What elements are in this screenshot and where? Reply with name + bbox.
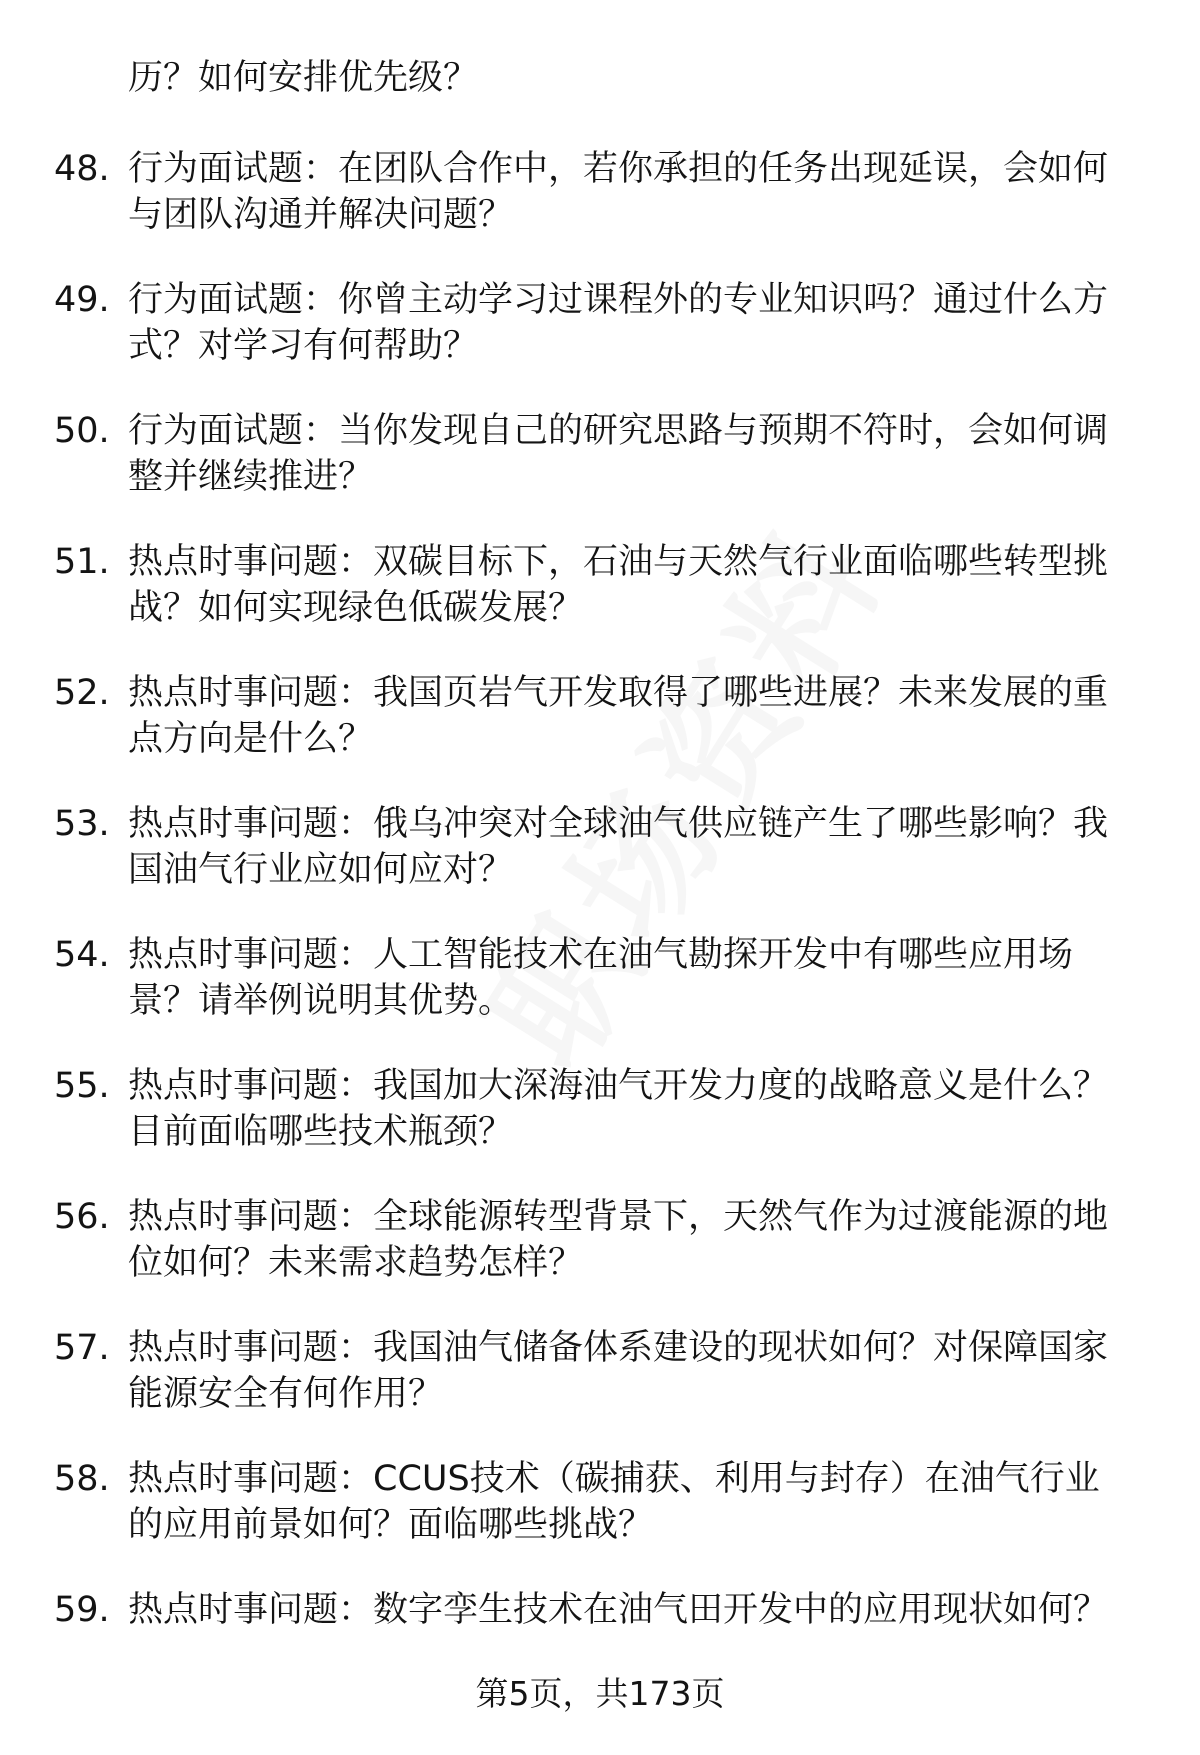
page-footer: 第5页，共173页	[475, 1674, 725, 1713]
question-53-number: 53.	[54, 804, 110, 844]
question-54-line-2: 景？请举例说明其优势。	[128, 981, 514, 1021]
question-55-line-1: 热点时事问题：我国加大深海油气开发力度的战略意义是什么？	[128, 1066, 1109, 1106]
question-59-number: 59.	[54, 1590, 110, 1630]
question-47-line-2: 历？如何安排优先级？	[128, 58, 479, 98]
question-50-number: 50.	[54, 411, 110, 451]
question-48-line-2: 与团队沟通并解决问题？	[128, 195, 514, 235]
question-48-number: 48.	[54, 149, 110, 189]
question-53-line-2: 国油气行业应如何应对？	[128, 850, 514, 890]
question-50-line-2: 整并继续推进？	[128, 457, 374, 497]
question-48-line-1: 行为面试题：在团队合作中，若你承担的任务出现延误，会如何	[128, 149, 1109, 189]
question-51-line-1: 热点时事问题：双碳目标下，石油与天然气行业面临哪些转型挑	[128, 542, 1109, 582]
question-52-line-1: 热点时事问题：我国页岩气开发取得了哪些进展？未来发展的重	[128, 673, 1109, 713]
question-56-line-2: 位如何？未来需求趋势怎样？	[128, 1243, 584, 1283]
question-50-line-1: 行为面试题：当你发现自己的研究思路与预期不符时，会如何调	[128, 411, 1109, 451]
question-53-line-1: 热点时事问题：俄乌冲突对全球油气供应链产生了哪些影响？我	[128, 804, 1109, 844]
question-58-line-1: 热点时事问题：CCUS技术（碳捕获、利用与封存）在油气行业	[128, 1459, 1100, 1499]
question-55-number: 55.	[54, 1066, 110, 1106]
watermark	[385, 407, 934, 1153]
question-49-number: 49.	[54, 280, 110, 320]
question-49-line-1: 行为面试题：你曾主动学习过课程外的专业知识吗？通过什么方	[128, 280, 1109, 320]
question-54-number: 54.	[54, 935, 110, 975]
question-51-line-2: 战？如何实现绿色低碳发展？	[128, 588, 584, 628]
question-59-line-1: 热点时事问题：数字孪生技术在油气田开发中的应用现状如何？	[128, 1590, 1109, 1630]
question-52-number: 52.	[54, 673, 110, 713]
question-57-line-1: 热点时事问题：我国油气储备体系建设的现状如何？对保障国家	[128, 1328, 1109, 1368]
question-58-line-2: 的应用前景如何？面临哪些挑战？	[128, 1505, 654, 1545]
question-54-line-1: 热点时事问题：人工智能技术在油气勘探开发中有哪些应用场	[128, 935, 1074, 975]
question-51-number: 51.	[54, 542, 110, 582]
question-52-line-2: 点方向是什么？	[128, 719, 374, 759]
question-58-number: 58.	[54, 1459, 110, 1499]
question-55-line-2: 目前面临哪些技术瓶颈？	[128, 1112, 514, 1152]
question-56-line-1: 热点时事问题：全球能源转型背景下，天然气作为过渡能源的地	[128, 1197, 1109, 1237]
question-56-number: 56.	[54, 1197, 110, 1237]
question-57-number: 57.	[54, 1328, 110, 1368]
question-49-line-2: 式？对学习有何帮助？	[128, 326, 479, 366]
question-57-line-2: 能源安全有何作用？	[128, 1374, 444, 1414]
